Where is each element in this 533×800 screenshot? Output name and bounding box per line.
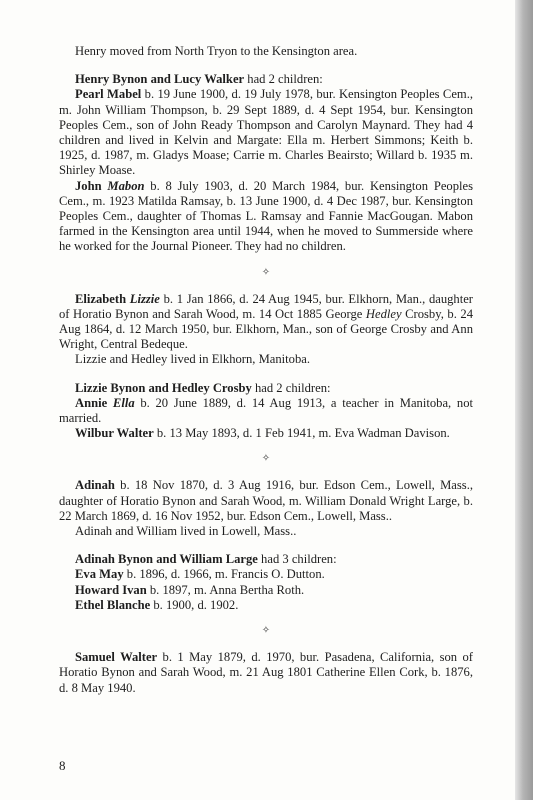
entry-text: b. 1 May 1879, d. 1970, bur. Pasadena, California, son of Horatio Bynon and Sarah Wood, m. 21 Aug 1801 Catherine Ellen Cork, b. 1876, d. 8 May 1940. (59, 650, 474, 695)
entry-pearl-mabel (59, 87, 473, 178)
heading-children-count: had 3 children: (257, 552, 337, 567)
entry-wilbur-walter (59, 426, 473, 441)
entry-howard-ivan (59, 583, 473, 598)
entry-text: b. 1896, d. 1966, m. Francis O. Dutton. (123, 567, 325, 582)
entry-samuel-walter (59, 650, 473, 696)
heading-couple-names: Henry Bynon and Lucy Walker (75, 72, 245, 87)
entry-name: Elizabeth (75, 291, 127, 306)
paragraph-adinah-lived: Adinah and William lived in Lowell, Mass.. (75, 524, 297, 539)
entry-text: b. 20 June 1889, d. 14 Aug 1913, a teacher in Manitoba, not married. (59, 395, 473, 426)
page-edge-shadow (515, 0, 533, 800)
entry-text: b. 8 July 1903, d. 20 March 1984, bur. Kensington Peoples Cem., m. 1923 Matilda Ramsay, b. 13 June 1900, d. 4 Dec 1987, bur. Kensington Peoples Cem., daughter of Thomas L. Ramsay and Fannie MacGougan. Mabon farmed in the Kensington area until 1944, when he moved to Summerside where he worked for the Journal Pioneer. They had no children. (59, 178, 473, 254)
entry-annie-ella (59, 396, 473, 426)
entry-name: John (75, 178, 102, 193)
heading-adinah-william (59, 552, 473, 567)
heading-children-count: had 2 children: (251, 380, 331, 395)
entry-nickname: Mabon (107, 178, 145, 193)
entry-text: b. 13 May 1893, d. 1 Feb 1941, m. Eva Wadman Davison. (153, 426, 450, 441)
entry-name: Wilbur Walter (75, 426, 154, 441)
entry-name: Samuel Walter (75, 650, 158, 665)
entry-ethel-blanche (59, 598, 473, 613)
entry-name: Howard Ivan (75, 582, 147, 597)
section-divider-icon: ✧ (261, 625, 271, 637)
heading-children-count: had 2 children: (244, 72, 323, 87)
heading-couple-names: Adinah Bynon and William Large (75, 552, 258, 567)
entry-text: b. 19 June 1900, d. 19 July 1978, bur. Kensington Peoples Cem., m. John William Thompson, b. 29 Sept 1889, d. 4 Sept 1954, bur. Kensington Peoples Cem., son of John Ready Thompson and Carolyn Maynard. They had 4 children and lived in Kelvin and Margate: Ella m. Herbert Simmons; Keith b. 1925, d. 1987, m. Gladys Moase; Carrie m. Charles Beairsto; Willard b. 1935 m. Shirley Moase. (59, 87, 473, 178)
heading-couple-names: Lizzie Bynon and Hedley Crosby (75, 380, 252, 395)
entry-name: Eva May (75, 567, 124, 582)
entry-text: b. 1 Jan 1866, d. 24 Aug 1945, bur. Elkhorn, Man., daughter of Horatio Bynon and Sarah Wood, m. 14 Oct 1885 George (59, 291, 474, 321)
paragraph-lizzie-lived: Lizzie and Hedley lived in Elkhorn, Manitoba. (75, 352, 311, 367)
section-divider-icon: ✧ (261, 453, 271, 465)
entry-john-mabon (59, 179, 473, 255)
entry-name: Adinah (75, 478, 115, 493)
heading-lizzie-hedley (59, 381, 473, 396)
entry-text: Crosby, b. 24 Aug 1864, d. 12 March 1950, bur. Elkhorn, Man., son of George Crosby and Ann Wright, Central Bedeque. (59, 306, 473, 352)
paragraph-henry-moved: Henry moved from North Tryon to the Kensington area. (75, 44, 358, 58)
entry-text: b. 1897, m. Anna Bertha Roth. (146, 582, 305, 597)
page-content (59, 44, 473, 696)
entry-adinah (59, 478, 473, 524)
entry-nickname: Ella (112, 395, 135, 410)
entry-eva-may (59, 567, 473, 582)
entry-name: Annie (75, 395, 108, 410)
entry-text: b. 1900, d. 1902. (150, 597, 239, 612)
entry-elizabeth-lizzie (59, 292, 473, 353)
page-number: 8 (59, 758, 66, 773)
section-divider-icon: ✧ (261, 266, 271, 278)
entry-nickname: Lizzie (129, 291, 160, 306)
entry-text: b. 18 Nov 1870, d. 3 Aug 1916, bur. Edson Cem., Lowell, Mass., daughter of Horatio Bynon and Sarah Wood, m. William Donald Wright Large, b. 22 March 1869, d. 16 Nov 1952, bur. Edson Cem., Lowell, Mass.. (59, 478, 473, 523)
entry-name: Ethel Blanche (75, 597, 151, 612)
entry-nickname-hedley: Hedley (365, 306, 402, 321)
heading-henry-lucy (59, 72, 473, 87)
entry-name: Pearl Mabel (75, 87, 142, 102)
